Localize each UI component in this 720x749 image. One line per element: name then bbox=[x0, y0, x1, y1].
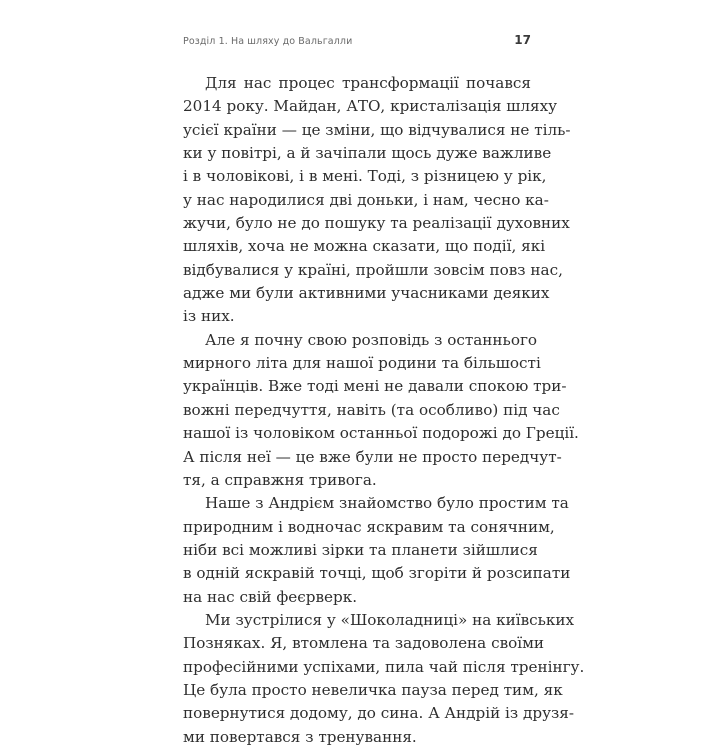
text-line: Позняках. Я, втомлена та задоволена своїми bbox=[183, 634, 545, 653]
text-line: нашої із чоловіком останньої подорожі до Греції. bbox=[183, 424, 579, 443]
text-line: Для нас процес трансформації почався bbox=[205, 74, 531, 92]
text-line: А після неї — це вже були не просто передчут- bbox=[183, 447, 562, 466]
paragraph bbox=[183, 329, 579, 492]
paragraph bbox=[183, 609, 585, 749]
text-line: повернутися додому, до сина. А Андрій із друзя- bbox=[183, 704, 575, 723]
text-line: вожні передчуття, навіть (та особливо) під час bbox=[183, 400, 560, 419]
body-text bbox=[183, 72, 585, 749]
text-line: Це була просто невеличка пауза перед тим, як bbox=[183, 680, 563, 699]
text-line: професійними успіхами, пила чай після тренінгу. bbox=[183, 657, 585, 676]
page-number: 17 bbox=[514, 33, 531, 47]
text-line: мирного літа для нашої родини та більшості bbox=[183, 354, 541, 373]
paragraph bbox=[183, 492, 571, 609]
text-line: в одній яскравій точці, щоб згоріти й розсипати bbox=[183, 564, 571, 583]
text-line: шляхів, хоча не можна сказати, що події, які bbox=[183, 237, 546, 256]
text-line: відбувалися у країні, пройшли зовсім повз нас, bbox=[183, 260, 563, 279]
text-line: ніби всі можливі зірки та планети зійшлися bbox=[183, 540, 538, 559]
paragraph bbox=[183, 72, 571, 329]
text-line: Ми зустрілися у «Шоколадниці» на київських bbox=[205, 610, 575, 629]
text-line: із них. bbox=[183, 307, 235, 326]
text-line: і в чоловікові, і в мені. Тоді, з різницею у рік, bbox=[183, 167, 547, 186]
text-line: 2014 року. Майдан, АТО, кристалізація шляху bbox=[183, 97, 558, 116]
text-line: Але я почну свою розповідь з останнього bbox=[205, 330, 538, 349]
chapter-running-title: Розділ 1. На шляху до Вальгалли bbox=[183, 36, 353, 47]
text-line: природним і водночас яскравим та сонячним, bbox=[183, 517, 555, 536]
text-line: тя, а справжня тривога. bbox=[183, 470, 377, 489]
text-line: ки у повітрі, а й зачіпали щось дуже важливе bbox=[183, 144, 552, 163]
text-line: адже ми були активними учасниками деяких bbox=[183, 284, 550, 303]
text-line: на нас свій феєрверк. bbox=[183, 587, 358, 606]
text-line: українців. Вже тоді мені не давали спокою три- bbox=[183, 377, 567, 396]
text-line: ми повертався з тренування. bbox=[183, 727, 417, 746]
text-line: Наше з Андрієм знайомство було простим та bbox=[205, 494, 569, 513]
text-line: у нас народилися дві доньки, і нам, чесно ка- bbox=[183, 190, 549, 209]
text-line: усієї країни — це зміни, що відчувалися не тіль- bbox=[183, 120, 571, 139]
text-line: жучи, було не до пошуку та реалізації духовних bbox=[183, 214, 570, 233]
running-head bbox=[183, 33, 531, 49]
